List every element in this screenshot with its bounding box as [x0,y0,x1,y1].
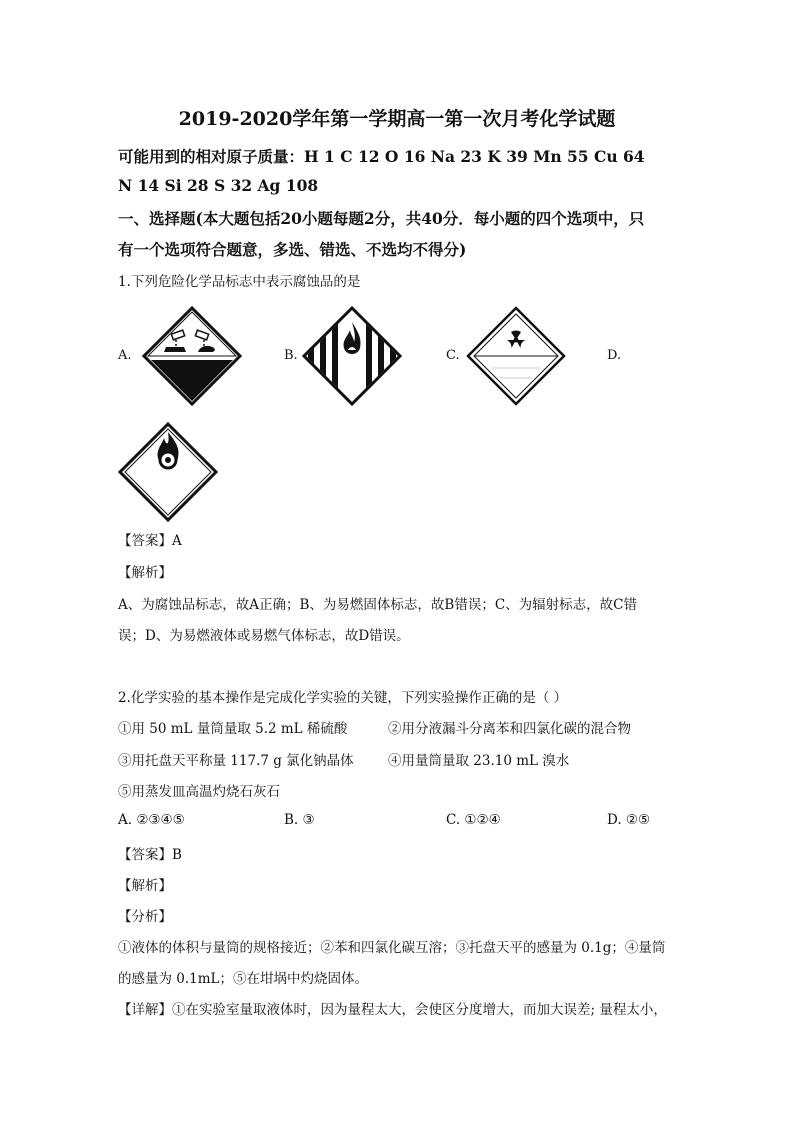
corrosive-sign-icon [142,306,242,406]
question-2-item-5: ⑤用蒸发皿高温灼烧石灰石 [118,784,280,800]
option-b-label: B. [284,348,298,363]
question-2-fenxi-label: 【分析】 [118,909,172,925]
question-1-analysis-label: 【解析】 [118,565,172,581]
question-2-answer: 【答案】B [118,847,182,863]
section-heading-line-1: 一、选择题(本大题包括20小题每题2分，共40分．每小题的四个选项中，只 [118,209,645,228]
question-1-analysis-line-2: 误；D、为易燃液体或易燃气体标志，故D错误。 [118,628,410,644]
question-1-answer: 【答案】A [118,533,182,549]
question-2-analysis-label: 【解析】 [118,878,172,894]
question-2-option-a: A. ②③④⑤ [118,812,185,828]
question-2-fenxi-line-2: 的感量为 0.1mL；⑤在坩埚中灼烧固体。 [118,971,369,987]
question-2-item-1: ①用 50 mL 量筒量取 5.2 mL 稀硫酸 [118,721,348,737]
question-2-detail: 【详解】①在实验室量取液体时，因为量程太大，会使区分度增大，而加大误差; 量程太小， [118,1002,667,1018]
question-2-option-d: D. ②⑤ [607,812,651,828]
page-title: 2019-2020学年第一学期高一第一次月考化学试题 [178,108,616,130]
question-2-option-c: C. ①②④ [446,812,501,828]
radioactive-sign-icon [466,306,566,406]
section-heading-line-2: 有一个选项符合题意，多选、错选、不选均不得分) [118,240,467,259]
oxidizer-sign-icon [118,422,218,522]
atomic-mass-line-2: N 14 Si 28 S 32 Ag 108 [118,176,319,195]
question-2-fenxi-line-1: ①液体的体积与量筒的规格接近；②苯和四氯化碳互溶；③托盘天平的感量为 0.1g；④量筒 [118,940,666,956]
question-1-analysis-line-1: A、为腐蚀品标志，故A正确；B、为易燃固体标志，故B错误；C、为辐射标志，故C错 [118,597,637,613]
option-c-label: C. [446,348,460,363]
question-2-stem: 2.化学实验的基本操作是完成化学实验的关键，下列实验操作正确的是（ ） [118,690,568,706]
option-a-label: A. [118,348,132,363]
question-1-stem: 1.下列危险化学品标志中表示腐蚀品的是 [118,274,361,290]
question-2-item-3: ③用托盘天平称量 117.7 g 氯化钠晶体 [118,753,354,769]
atomic-mass-line-1: 可能用到的相对原子质量：H 1 C 12 O 16 Na 23 K 39 Mn 55 Cu 64 [118,147,645,166]
question-2-option-b: B. ③ [284,812,315,828]
question-2-item-4: ④用量筒量取 23.10 mL 溴水 [388,753,570,769]
flammable-solid-sign-icon [302,306,402,406]
question-2-item-2: ②用分液漏斗分离苯和四氯化碳的混合物 [388,721,631,737]
option-d-label: D. [607,348,622,363]
